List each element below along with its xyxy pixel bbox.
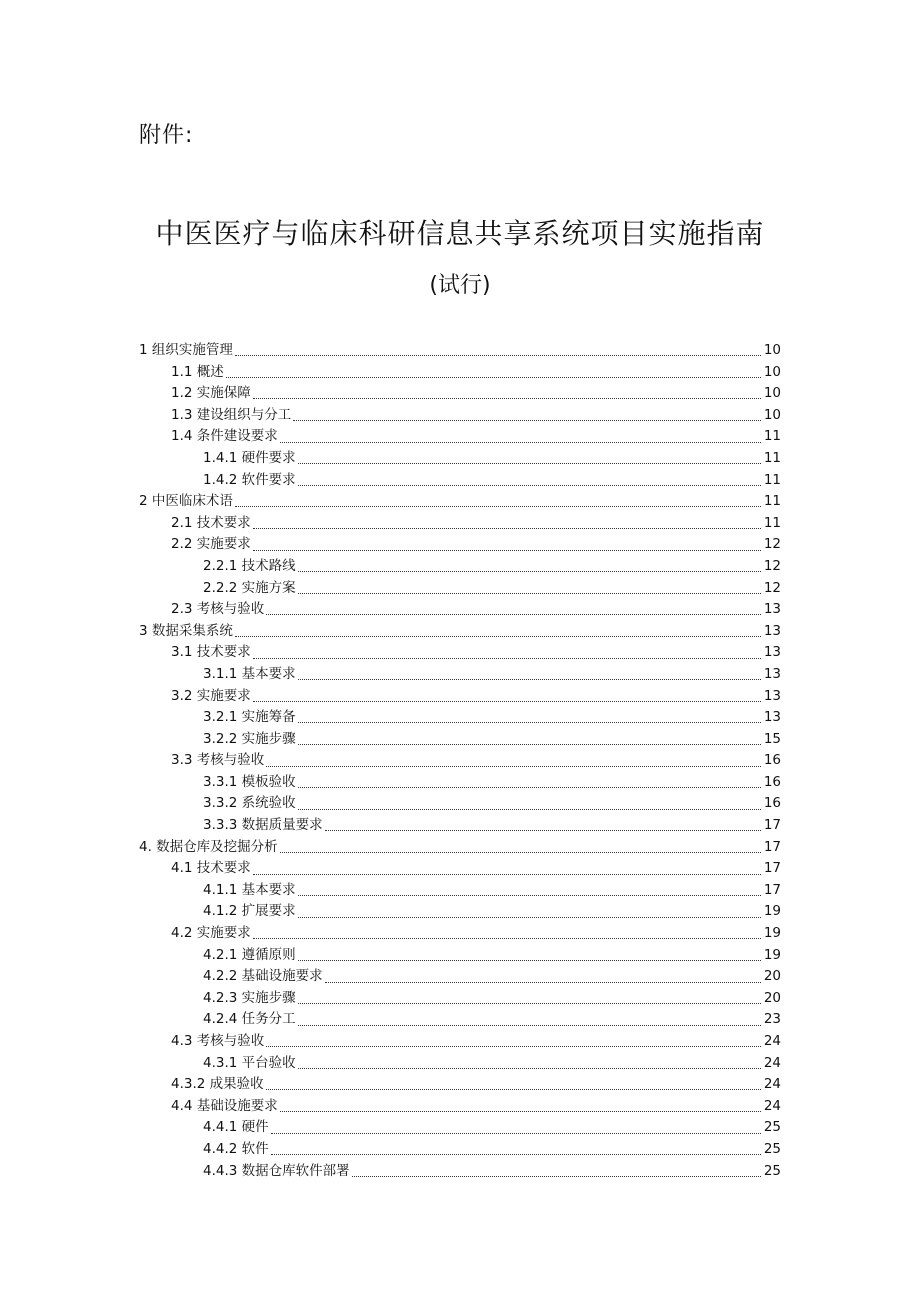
toc-entry-label: 4.4.3 数据仓库软件部署 [203,1162,350,1179]
toc-entry-label: 3.3.3 数据质量要求 [203,817,323,834]
toc-entry[interactable] [139,1074,781,1096]
toc-dot-leader [298,787,761,788]
toc-entry-page-number: 25 [763,1119,781,1136]
toc-entry[interactable] [139,729,781,751]
toc-entry-page-number: 16 [763,752,781,769]
toc-dot-leader [271,1133,761,1134]
toc-entry-page-number: 11 [763,428,781,445]
toc-entry[interactable] [139,858,781,880]
toc-dot-leader [253,701,761,702]
toc-entry-label: 2.2.1 技术路线 [203,557,296,574]
toc-entry-page-number: 20 [763,989,781,1006]
toc-entry[interactable] [139,923,781,945]
toc-entry-label: 4.2.1 遵循原则 [203,946,296,963]
toc-entry-page-number: 19 [763,946,781,963]
toc-entry-label: 2.2.2 实施方案 [203,579,296,596]
toc-entry-page-number: 11 [763,493,781,510]
toc-entry-page-number: 11 [763,449,781,466]
toc-entry-label: 4.1 技术要求 [171,860,251,877]
toc-entry-page-number: 19 [763,903,781,920]
toc-entry[interactable] [139,578,781,600]
toc-entry-page-number: 13 [763,665,781,682]
toc-dot-leader [298,960,761,961]
toc-dot-leader [253,938,761,939]
toc-entry-label: 1.4 条件建设要求 [171,428,278,445]
toc-dot-leader [280,1111,761,1112]
toc-dot-leader [226,377,761,378]
toc-dot-leader [253,398,761,399]
attachment-label: 附件: [139,123,194,148]
toc-entry[interactable] [139,599,781,621]
toc-entry-label: 3.1 技术要求 [171,644,251,661]
toc-entry[interactable] [139,621,781,643]
document-subtitle: (试行) [429,273,491,298]
toc-entry-page-number: 10 [763,363,781,380]
toc-entry[interactable] [139,664,781,686]
toc-entry-label: 3 数据采集系统 [139,622,233,639]
toc-entry[interactable] [139,988,781,1010]
toc-entry-page-number: 13 [763,644,781,661]
toc-entry-label: 1.4.1 硬件要求 [203,449,296,466]
toc-entry[interactable] [139,426,781,448]
toc-entry-label: 3.2 实施要求 [171,687,251,704]
toc-entry-label: 2 中医临床术语 [139,493,233,510]
toc-dot-leader [266,614,761,615]
toc-entry-page-number: 24 [763,1033,781,1049]
toc-entry[interactable] [139,470,781,492]
toc-entry-label: 2.3 考核与验收 [171,601,265,618]
toc-entry-label: 4.2.4 任务分工 [203,1011,296,1028]
toc-entry[interactable] [139,1139,781,1161]
toc-dot-leader [298,485,761,486]
toc-entry-label: 4.2.2 基础设施要求 [203,968,323,985]
toc-entry[interactable] [139,1053,781,1075]
toc-entry-label: 4.3.1 平台验收 [203,1054,296,1071]
toc-entry-label: 4. 数据仓库及挖掘分析 [139,838,278,855]
toc-dot-leader [298,722,761,723]
table-of-contents [139,340,781,1182]
toc-dot-leader [352,1176,761,1177]
toc-entry[interactable] [139,1031,781,1053]
toc-entry[interactable] [139,405,781,427]
toc-entry-page-number: 10 [763,385,781,402]
toc-entry-page-number: 17 [763,838,781,855]
toc-entry-label: 4.1.1 基本要求 [203,881,296,898]
toc-dot-leader [298,463,761,464]
toc-entry-page-number: 12 [763,536,781,553]
toc-entry-page-number: 15 [763,730,781,747]
toc-entry-label: 4.3.2 成果验收 [171,1076,264,1093]
toc-entry-page-number: 16 [763,795,781,812]
toc-entry[interactable] [139,1009,781,1031]
toc-dot-leader [253,550,761,551]
toc-entry-label: 3.3.2 系统验收 [203,795,296,812]
toc-entry-label: 3.1.1 基本要求 [203,665,296,682]
toc-entry-label: 4.1.2 扩展要求 [203,903,296,920]
toc-dot-leader [325,830,761,831]
toc-entry[interactable] [139,362,781,384]
toc-dot-leader [298,1025,761,1026]
toc-dot-leader [298,744,761,745]
toc-dot-leader [325,982,761,983]
toc-entry[interactable] [139,686,781,708]
toc-entry-label: 1 组织实施管理 [139,342,233,358]
toc-entry[interactable] [139,707,781,729]
toc-entry-page-number: 25 [763,1140,781,1157]
toc-dot-leader [298,1068,761,1069]
toc-entry-page-number: 19 [763,925,781,942]
toc-entry[interactable] [139,1161,781,1183]
toc-entry[interactable] [139,945,781,967]
toc-dot-leader [298,571,761,572]
toc-entry-page-number: 17 [763,817,781,834]
toc-dot-leader [271,1154,761,1155]
toc-dot-leader [298,917,761,918]
toc-entry[interactable] [139,448,781,470]
toc-entry-label: 4.4 基础设施要求 [171,1097,278,1114]
toc-entry-label: 1.1 概述 [171,363,224,380]
toc-entry[interactable] [139,534,781,556]
toc-entry-page-number: 17 [763,860,781,877]
toc-entry[interactable] [139,556,781,578]
toc-dot-leader [266,1046,761,1047]
toc-dot-leader [298,1003,761,1004]
toc-entry[interactable] [139,340,781,362]
toc-dot-leader [253,658,761,659]
toc-dot-leader [293,420,761,421]
toc-entry-label: 4.2 实施要求 [171,925,251,942]
toc-entry-label: 1.4.2 软件要求 [203,471,296,488]
toc-entry[interactable] [139,793,781,815]
toc-entry[interactable] [139,772,781,794]
toc-entry-page-number: 10 [763,406,781,423]
toc-entry[interactable] [139,1117,781,1139]
toc-entry-page-number: 17 [763,881,781,898]
toc-dot-leader [266,766,761,767]
toc-entry-page-number: 10 [763,342,781,358]
toc-entry-label: 3.2.1 实施筹备 [203,709,296,726]
toc-entry-page-number: 23 [763,1011,781,1028]
toc-entry-label: 3.2.2 实施步骤 [203,730,296,747]
toc-entry-page-number: 20 [763,968,781,985]
toc-entry-label: 2.1 技术要求 [171,514,251,531]
toc-entry-label: 1.2 实施保障 [171,385,251,402]
toc-entry-label: 1.3 建设组织与分工 [171,406,292,423]
toc-dot-leader [298,593,761,594]
toc-entry[interactable] [139,966,781,988]
toc-entry-page-number: 11 [763,514,781,531]
toc-entry-label: 3.3.1 模板验收 [203,773,296,790]
toc-dot-leader [280,852,761,853]
toc-entry[interactable] [139,901,781,923]
toc-entry[interactable] [139,750,781,772]
toc-dot-leader [266,1089,761,1090]
toc-dot-leader [235,636,761,637]
toc-entry[interactable] [139,491,781,513]
toc-entry-page-number: 13 [763,709,781,726]
toc-entry-page-number: 11 [763,471,781,488]
toc-entry[interactable] [139,880,781,902]
toc-entry-page-number: 24 [763,1097,781,1114]
toc-dot-leader [253,874,761,875]
toc-dot-leader [235,506,761,507]
toc-entry-page-number: 13 [763,687,781,704]
toc-entry-page-number: 24 [763,1076,781,1093]
toc-entry[interactable] [139,642,781,664]
toc-entry-label: 4.2.3 实施步骤 [203,989,296,1006]
toc-dot-leader [280,442,761,443]
toc-dot-leader [298,679,761,680]
toc-entry-page-number: 24 [763,1054,781,1071]
toc-dot-leader [253,528,761,529]
toc-dot-leader [298,895,761,896]
toc-entry-page-number: 12 [763,579,781,596]
toc-entry-label: 4.4.1 硬件 [203,1119,269,1136]
toc-entry[interactable] [139,513,781,535]
toc-entry-page-number: 13 [763,622,781,639]
toc-entry-label: 4.4.2 软件 [203,1140,269,1157]
toc-entry[interactable] [139,383,781,405]
toc-dot-leader [298,809,761,810]
toc-entry-page-number: 25 [763,1162,781,1179]
toc-entry[interactable] [139,1096,781,1118]
toc-entry-page-number: 12 [763,557,781,574]
toc-entry-label: 2.2 实施要求 [171,536,251,553]
toc-entry[interactable] [139,815,781,837]
toc-entry[interactable] [139,837,781,859]
toc-entry-label: 3.3 考核与验收 [171,752,265,769]
document-title: 中医医疗与临床科研信息共享系统项目实施指南 [155,217,765,250]
toc-dot-leader [235,355,761,356]
toc-entry-page-number: 13 [763,601,781,618]
toc-entry-label: 4.3 考核与验收 [171,1033,265,1049]
toc-entry-page-number: 16 [763,773,781,790]
